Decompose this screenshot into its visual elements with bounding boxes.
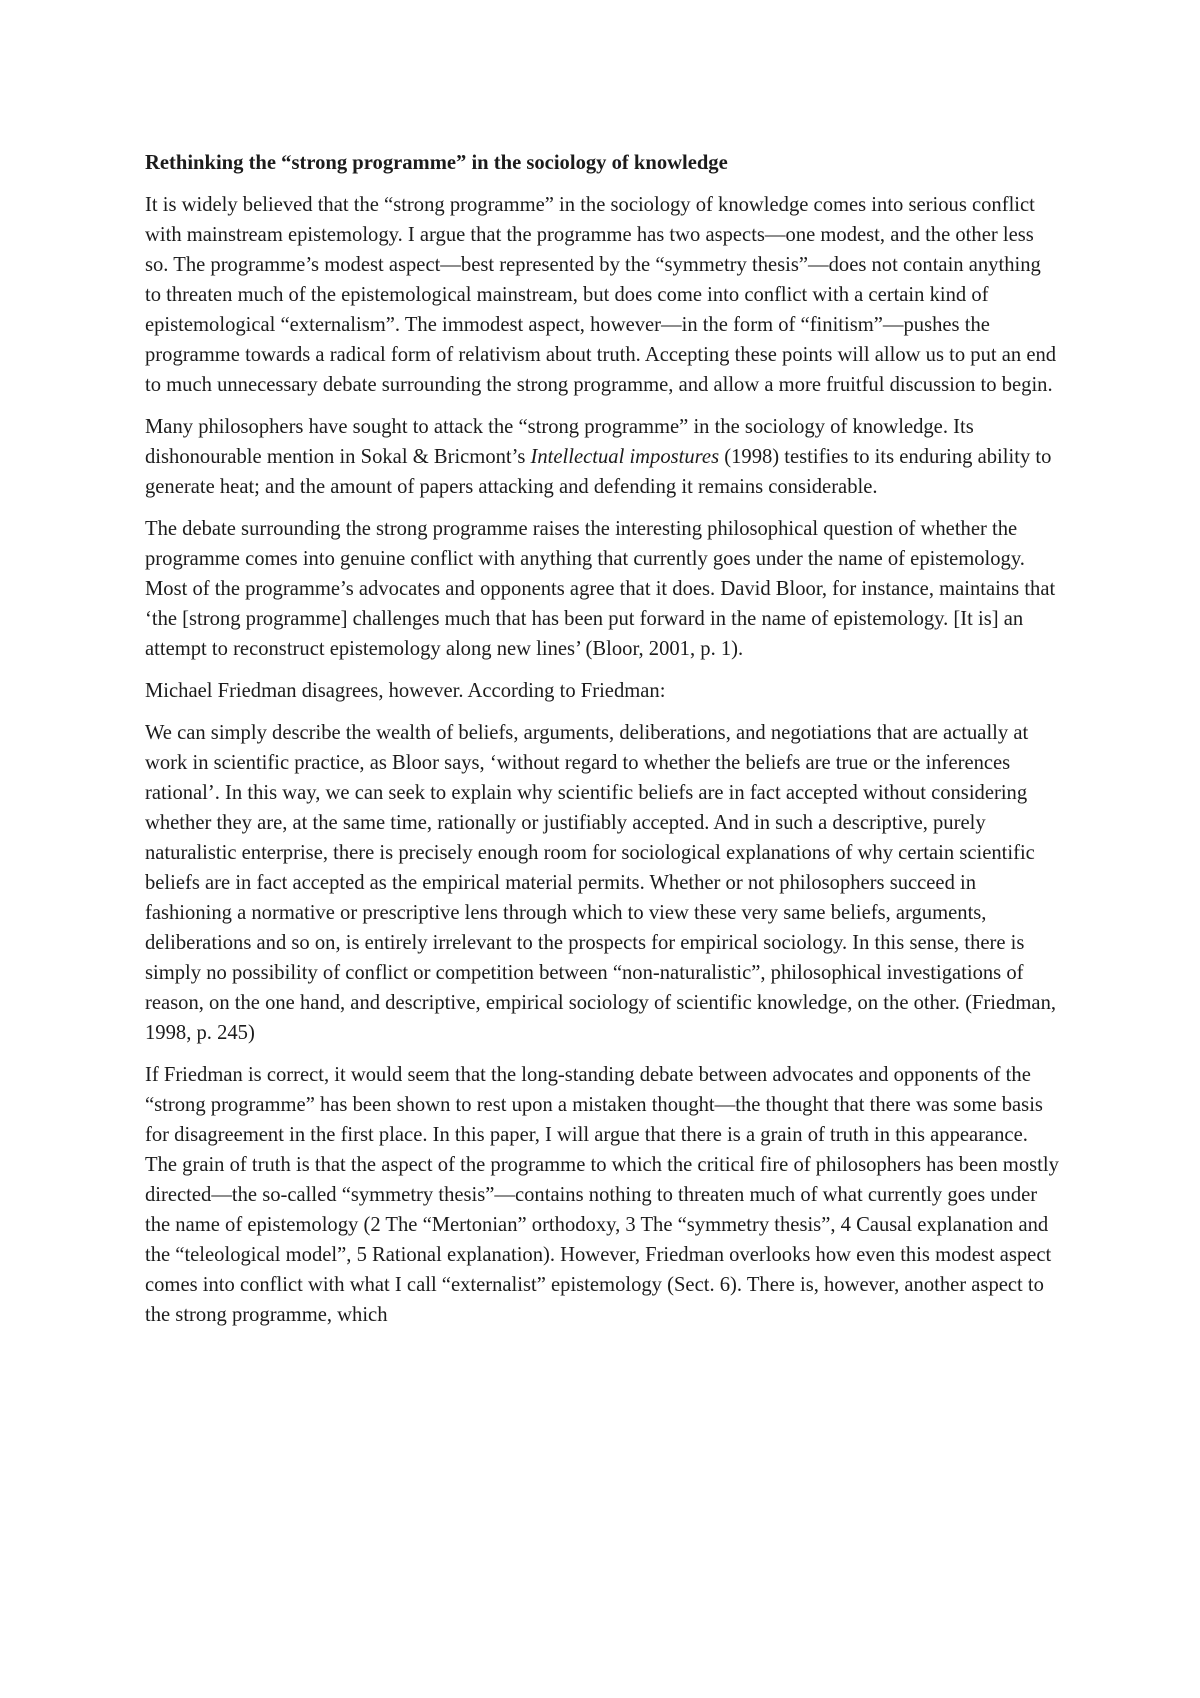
argument-paragraph: If Friedman is correct, it would seem that the long-standing debate between advocates and opponents of the “strong programme” has been shown to rest upon a mistaken thought—the thought that there was some basis for disagreement in the first place. In this paper, I will argue that there is a grain of truth in this appearance. The grain of truth is that the aspect of the programme to which the critical fire of philosophers has been mostly directed—the so-called “symmetry thesis”—contains nothing to threaten much of what currently goes under the name of epistemology (2 The “Mertonian” orthodoxy, 3 The “symmetry thesis”, 4 Causal explanation and the “teleological model”, 5 Rational explanation). However, Friedman overlooks how even this modest aspect comes into conflict with what I call “externalist” epistemology (Sect. 6). There is, however, another aspect to the strong programme, which bbox=[145, 1064, 1059, 1326]
friedman-intro-paragraph: Michael Friedman disagrees, however. According to Friedman: bbox=[145, 680, 666, 702]
document-body bbox=[145, 148, 1060, 1342]
intro-text-after: (1998) testifies to its enduring ability to generate heat; and the amount of papers attacking and defending it remains considerable. bbox=[145, 446, 1052, 498]
intro-paragraph bbox=[145, 412, 1060, 502]
document-title: Rethinking the “strong programme” in the sociology of knowledge bbox=[145, 152, 728, 174]
abstract-paragraph: It is widely believed that the “strong programme” in the sociology of knowledge comes into serious conflict with mainstream epistemology. I argue that the programme has two aspects—one modest, and the other less so. The programme’s modest aspect—best represented by the “symmetry thesis”—does not contain anything to threaten much of the epistemological mainstream, but does come into conflict with a certain kind of epistemological “externalism”. The immodest aspect, however—in the form of “finitism”—pushes the programme towards a radical form of relativism about truth. Accepting these points will allow us to put an end to much unnecessary debate surrounding the strong programme, and allow a more fruitful discussion to begin. bbox=[145, 194, 1057, 396]
friedman-quote: We can simply describe the wealth of beliefs, arguments, deliberations, and negotiations that are actually at work in scientific practice, as Bloor says, ‘without regard to whether the beliefs are true or the inferences rational’. In this way, we can seek to explain why scientific beliefs are in fact accepted without considering whether they are, at the same time, rationally or justifiably accepted. And in such a descriptive, purely naturalistic enterprise, there is precisely enough room for sociological explanations of why certain scientific beliefs are in fact accepted as the empirical material permits. Whether or not philosophers succeed in fashioning a normative or prescriptive lens through which to view these very same beliefs, arguments, deliberations and so on, is entirely irrelevant to the prospects for empirical sociology. In this sense, there is simply no possibility of conflict or competition between “non-naturalistic”, philosophical investigations of reason, on the one hand, and descriptive, empirical sociology of scientific knowledge, on the other. (Friedman, 1998, p. 245) bbox=[145, 722, 1057, 1044]
debate-paragraph: The debate surrounding the strong programme raises the interesting philosophical question of whether the programme comes into genuine conflict with anything that currently goes under the name of epistemology. Most of the programme’s advocates and opponents agree that it does. David Bloor, for instance, maintains that ‘the [strong programme] challenges much that has been put forward in the name of epistemology. [It is] an attempt to reconstruct epistemology along new lines’ (Bloor, 2001, p. 1). bbox=[145, 518, 1056, 660]
intro-text-before: Many philosophers have sought to attack the “strong programme” in the sociology of knowledge. Its dishonourable mention in Sokal & Bricmont’s bbox=[145, 416, 974, 468]
book-title-italic: Intellectual impostures bbox=[530, 446, 720, 468]
